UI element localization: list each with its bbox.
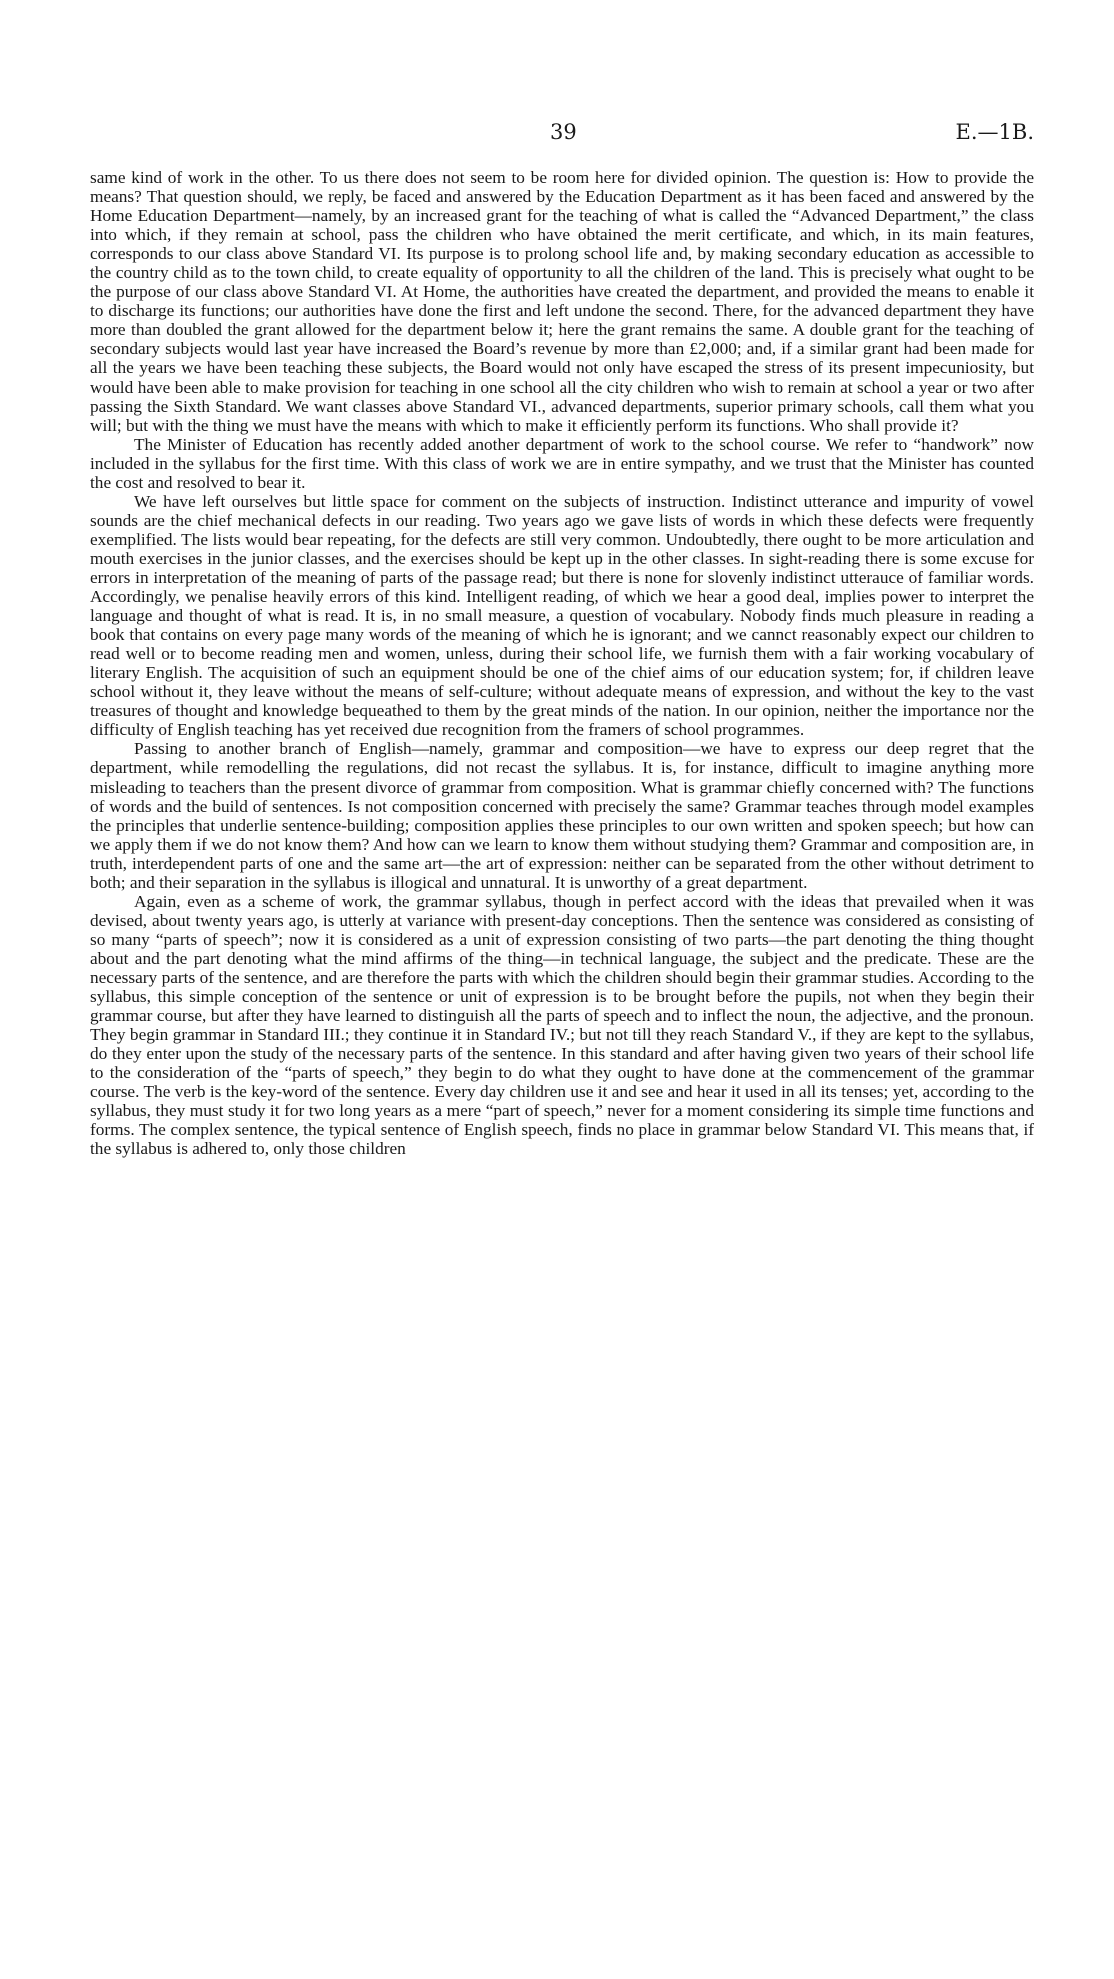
page-number: 39 <box>550 120 577 144</box>
paragraph-grammar-syllabus: Again, even as a scheme of work, the grammar syllabus, though in perfect accord with the ideas that prevailed when it was devised, about twenty years ago, is utterly at variance with present-day conceptions. Then the sentence was considered as consisting of so many “parts of speech”; now it is considered as a unit of expression consisting of two parts—the part denoting the thing thought about and the part denoting what the mind affirms of the thing—in technical language, the subject and the predicate. These are the necessary parts of the sentence, and are therefore the parts with which the children should begin their grammar studies. According to the syllabus, this simple conception of the sentence or unit of expression is to be brought before the pupils, not when they begin their grammar course, but after they have learned to distinguish all the parts of speech and to inflect the noun, the adjective, and the pronoun. They begin grammar in Standard III.; they continue it in Standard IV.; but not till they reach Standard V., if they are kept to the syllabus, do they enter upon the study of the necessary parts of the sentence. In this standard and after having given two years of their school life to the consideration of the “parts of speech,” they begin to do what they ought to have done at the commencement of the grammar course. The verb is the key-word of the sentence. Every day children use it and see and hear it used in all its tenses; yet, according to the syllabus, they must study it for two long years as a mere “part of speech,” never for a moment considering its simple time functions and forms. The complex sentence, the typical sentence of English speech, finds no place in grammar below Standard VI. This means that, if the syllabus is adhered to, only those children <box>90 891 1034 1159</box>
paragraph-continuation: same kind of work in the other. To us there does not seem to be room here for divided opinion. The question is: How to provide the means? That question should, we reply, be faced and answered by the Education Department as it has been faced and answered by the Home Education Department—namely, by an increased grant for the teaching of what is called the “Advanced Department,” the class into which, if they remain at school, pass the children who have obtained the merit certificate, and which, in its main features, corresponds to our class above Standard VI. Its purpose is to prolong school life and, by making secondary education as accessible to the country child as to the town child, to create equality of opportunity to all the children of the land. This is precisely what ought to be the purpose of our class above Standard VI. At Home, the authorities have created the department, and provided the means to enable it to discharge its functions; our authorities have done the first and left undone the second. There, for the advanced department they have more than doubled the grant allowed for the department below it; here the grant remains the same. A double grant for the teaching of secondary subjects would last year have increased the Board’s revenue by more than £2,000; and, if a similar grant had been made for all the years we have been teaching these subjects, the Board would not only have escaped the stress of its present impecuniosity, but would have been able to make provision for teaching in one school all the city children who wish to remain at school a year or two after passing the Sixth Standard. We want classes above Standard VI., advanced departments, superior primary schools, call them what you will; but with the thing we must have the means with which to make it efficiently perform its functions. Who shall provide it? <box>90 168 1034 435</box>
page-header <box>90 120 1034 154</box>
body-text <box>90 168 1034 1158</box>
paragraph-reading: We have left ourselves but little space for comment on the subjects of instruction. Indistinct utterance and impurity of vowel sounds are the chief mechanical defects in our reading. Two years ago we gave lists of words in which these defects were frequently exemplified. The lists would bear repeating, for the defects are still very common. Undoubtedly, there ought to be more articulation and mouth exercises in the junior classes, and the exercises should be kept up in the other classes. In sight-reading there is some excuse for errors in interpretation of the meaning of parts of the passage read; but there is none for slovenly indistinct utterauce of familiar words. Accordingly, we penalise heavily errors of this kind. Intelligent reading, of which we hear a good deal, implies power to interpret the language and thought of what is read. It is, in no small measure, a question of vocabulary. Nobody finds much pleasure in reading a book that contains on every page many words of the meaning of which he is ignorant; and we cannct reasonably expect our children to read well or to become reading men and women, unless, during their school life, we furnish them with a fair working vocabulary of literary English. The acquisition of such an equipment should be one of the chief aims of our education system; for, if children leave school without it, they leave without the means of self-culture; without adequate means of expression, and without the key to the vast treasures of thought and knowledge bequeathed to them by the great minds of the nation. In our opinion, neither the importance nor the difficulty of English teaching has yet received due recognition from the framers of school programmes. <box>90 491 1034 740</box>
paragraph-grammar-composition: Passing to another branch of English—namely, grammar and composition—we have to express our deep regret that the department, while remodelling the regulations, did not recast the syllabus. It is, for instance, difficult to imagine anything more misleading to teachers than the present divorce of grammar from composition. What is grammar chiefly concerned with? The functions of words and the build of sentences. Is not composition concerned with precisely the same? Grammar teaches through model examples the principles that underlie sentence-building; composition applies these principles to our own written and spoken speech; but how can we apply them if we do not know them? And how can we learn to know them without studying them? Grammar and composition are, in truth, interdependent parts of one and the same art—the art of expression: neither can be separated from the other without detriment to both; and their separation in the syllabus is illogical and unnatural. It is unworthy of a great department. <box>90 739 1034 892</box>
paragraph-handwork: The Minister of Education has recently added another department of work to the school course. We refer to “handwork” now included in the syllabus for the first time. With this class of work we are in entire sympathy, and we trust that the Minister has counted the cost and resolved to bear it. <box>90 434 1034 492</box>
document-page <box>90 120 1034 1158</box>
document-reference: E.—1B. <box>955 120 1034 144</box>
